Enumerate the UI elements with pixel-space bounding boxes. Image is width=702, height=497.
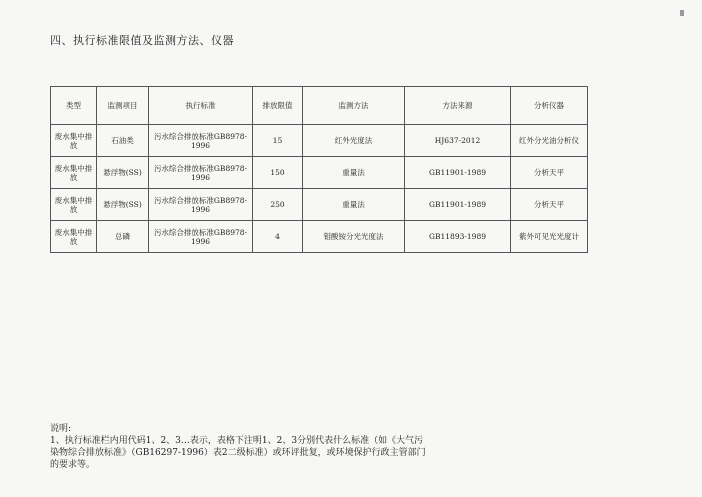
- cell-standard: 污水综合排放标准GB8978-1996: [149, 125, 253, 157]
- cell-source: HJ637-2012: [405, 125, 511, 157]
- header-type: 类型: [51, 87, 97, 125]
- cell-limit: 150: [253, 157, 303, 189]
- cell-instrument: 红外分光油分析仪: [511, 125, 588, 157]
- cell-type: 废水集中排放: [51, 189, 97, 221]
- notes-block: [50, 423, 450, 471]
- cell-method: 重量法: [303, 189, 405, 221]
- notes-heading: 说明:: [50, 424, 72, 434]
- cell-method: 重量法: [303, 157, 405, 189]
- notes-line: 1、执行标准栏内用代码1、2、3…表示，表格下注明1、2、3分别代表什么标准（如《大气污: [50, 436, 424, 446]
- notes-line: 的要求等。: [50, 460, 96, 470]
- standards-table: [50, 86, 588, 253]
- table-row: [51, 189, 588, 221]
- table-row: [51, 221, 588, 253]
- cell-item: 总磷: [97, 221, 149, 253]
- cell-source: GB11893-1989: [405, 221, 511, 253]
- cell-item: 石油类: [97, 125, 149, 157]
- cell-type: 废水集中排放: [51, 125, 97, 157]
- cell-source: GB11901-1989: [405, 157, 511, 189]
- cell-standard: 污水综合排放标准GB8978-1996: [149, 221, 253, 253]
- header-source: 方法来源: [405, 87, 511, 125]
- cell-item: 悬浮物(SS): [97, 157, 149, 189]
- cell-type: 废水集中排放: [51, 157, 97, 189]
- header-limit: 排放限值: [253, 87, 303, 125]
- cell-limit: 4: [253, 221, 303, 253]
- cell-standard: 污水综合排放标准GB8978-1996: [149, 189, 253, 221]
- cell-instrument: 分析天平: [511, 157, 588, 189]
- cell-limit: 250: [253, 189, 303, 221]
- table-header-row: [51, 87, 588, 125]
- table-row: [51, 125, 588, 157]
- cell-type: 废水集中排放: [51, 221, 97, 253]
- section-title: 四、执行标准限值及监测方法、仪器: [50, 34, 234, 47]
- cell-instrument: 分析天平: [511, 189, 588, 221]
- cell-source: GB11901-1989: [405, 189, 511, 221]
- header-standard: 执行标准: [149, 87, 253, 125]
- cell-instrument: 紫外可见光光度计: [511, 221, 588, 253]
- header-method: 监测方法: [303, 87, 405, 125]
- header-item: 监测项目: [97, 87, 149, 125]
- cell-limit: 15: [253, 125, 303, 157]
- cell-item: 悬浮物(SS): [97, 189, 149, 221]
- page-corner-mark: [680, 10, 684, 16]
- header-instrument: 分析仪器: [511, 87, 588, 125]
- table-row: [51, 157, 588, 189]
- notes-line: 染物综合排放标准》（GB16297-1996）表2二级标准）或环评批复，或环境保护行政主管部门: [50, 448, 426, 458]
- cell-standard: 污水综合排放标准GB8978-1996: [149, 157, 253, 189]
- cell-method: 钼酸铵分光光度法: [303, 221, 405, 253]
- cell-method: 红外光度法: [303, 125, 405, 157]
